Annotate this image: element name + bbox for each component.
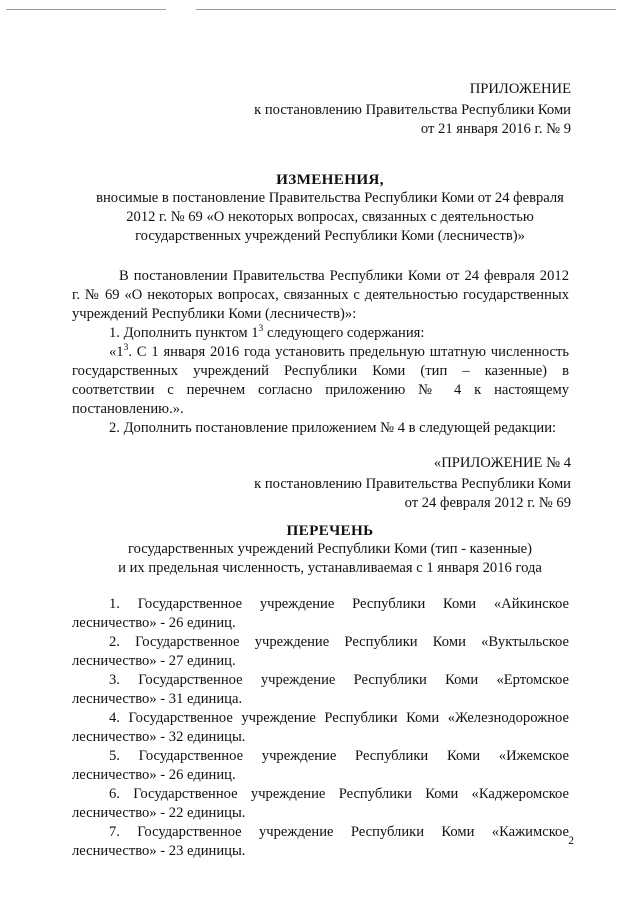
item-1: 1. Дополнить пунктом $1^3$ следующего содержания: bbox=[109, 324, 425, 341]
changes-subtitle-line: 2012 г. № 69 «О некоторых вопросах, связанных с деятельностью bbox=[126, 209, 534, 225]
appendix4-header bbox=[254, 454, 571, 513]
list-title: ПЕРЕЧЕНЬ bbox=[286, 522, 374, 539]
scan-edge-line bbox=[196, 9, 616, 10]
list-item: 3. Государственное учреждение Республики Коми «Ертомское лесничество» - 31 единица. bbox=[72, 672, 569, 707]
changes-heading bbox=[50, 170, 610, 246]
changes-subtitle-line: государственных учреждений Республики Коми (лесничеств)» bbox=[135, 228, 525, 244]
list-heading bbox=[50, 521, 610, 578]
list-subtitle-line: и их предельная численность, устанавливаемая с 1 января 2016 года bbox=[118, 560, 542, 576]
item-2: 2. Дополнить постановление приложением № 4 в следующей редакции: bbox=[109, 420, 557, 436]
body-text bbox=[72, 267, 569, 438]
scan-edge-line bbox=[6, 9, 166, 10]
changes-subtitle-line: вносимые в постановление Правительства Республики Коми от 24 февраля bbox=[96, 190, 564, 206]
appendix-to: к постановлению Правительства Республики Коми bbox=[254, 102, 571, 118]
institutions-list bbox=[72, 595, 569, 861]
appendix4-to: к постановлению Правительства Республики Коми bbox=[254, 476, 571, 492]
list-item: 7. Государственное учреждение Республики Коми «Кажимское лесничество» - 23 единицы. bbox=[72, 824, 569, 859]
list-subtitle-line: государственных учреждений Республики Коми (тип - казенные) bbox=[127, 541, 533, 557]
appendix-title: ПРИЛОЖЕНИЕ bbox=[469, 81, 571, 97]
list-item: 6. Государственное учреждение Республики Коми «Каджеромское лесничество» - 22 единицы. bbox=[72, 786, 569, 821]
appendix-header bbox=[254, 80, 571, 139]
list-item: 1. Государственное учреждение Республики Коми «Айкинское лесничество» - 26 единиц. bbox=[72, 596, 569, 631]
appendix4-date: от 24 февраля 2012 г. № 69 bbox=[404, 495, 571, 511]
appendix-date: от 21 января 2016 г. № 9 bbox=[420, 121, 571, 137]
list-item: 5. Государственное учреждение Республики Коми «Ижемское лесничество» - 26 единиц. bbox=[72, 748, 569, 783]
quote-paragraph: «$1^3$. С 1 января 2016 года установить предельную штатную численность государственных учреждений Республики Коми (тип – казенные) в соответствии с перечнем согласно приложению № 4 к настоящему постановлению.». bbox=[72, 343, 569, 417]
intro-paragraph: В постановлении Правительства Республики Коми от 24 февраля 2012 г. № 69 «О некоторых вопросах, связанных с деятельностью государственных учреждений Республики Коми (лесничеств)»: bbox=[72, 268, 569, 322]
page-number: 2 bbox=[568, 835, 574, 847]
appendix4-title: «ПРИЛОЖЕНИЕ № 4 bbox=[433, 455, 571, 471]
list-item: 4. Государственное учреждение Республики Коми «Железнодорожное лесничество» - 32 единицы. bbox=[72, 710, 569, 745]
list-item: 2. Государственное учреждение Республики Коми «Вуктыльское лесничество» - 27 единиц. bbox=[72, 634, 569, 669]
changes-title: ИЗМЕНЕНИЯ, bbox=[276, 171, 384, 188]
